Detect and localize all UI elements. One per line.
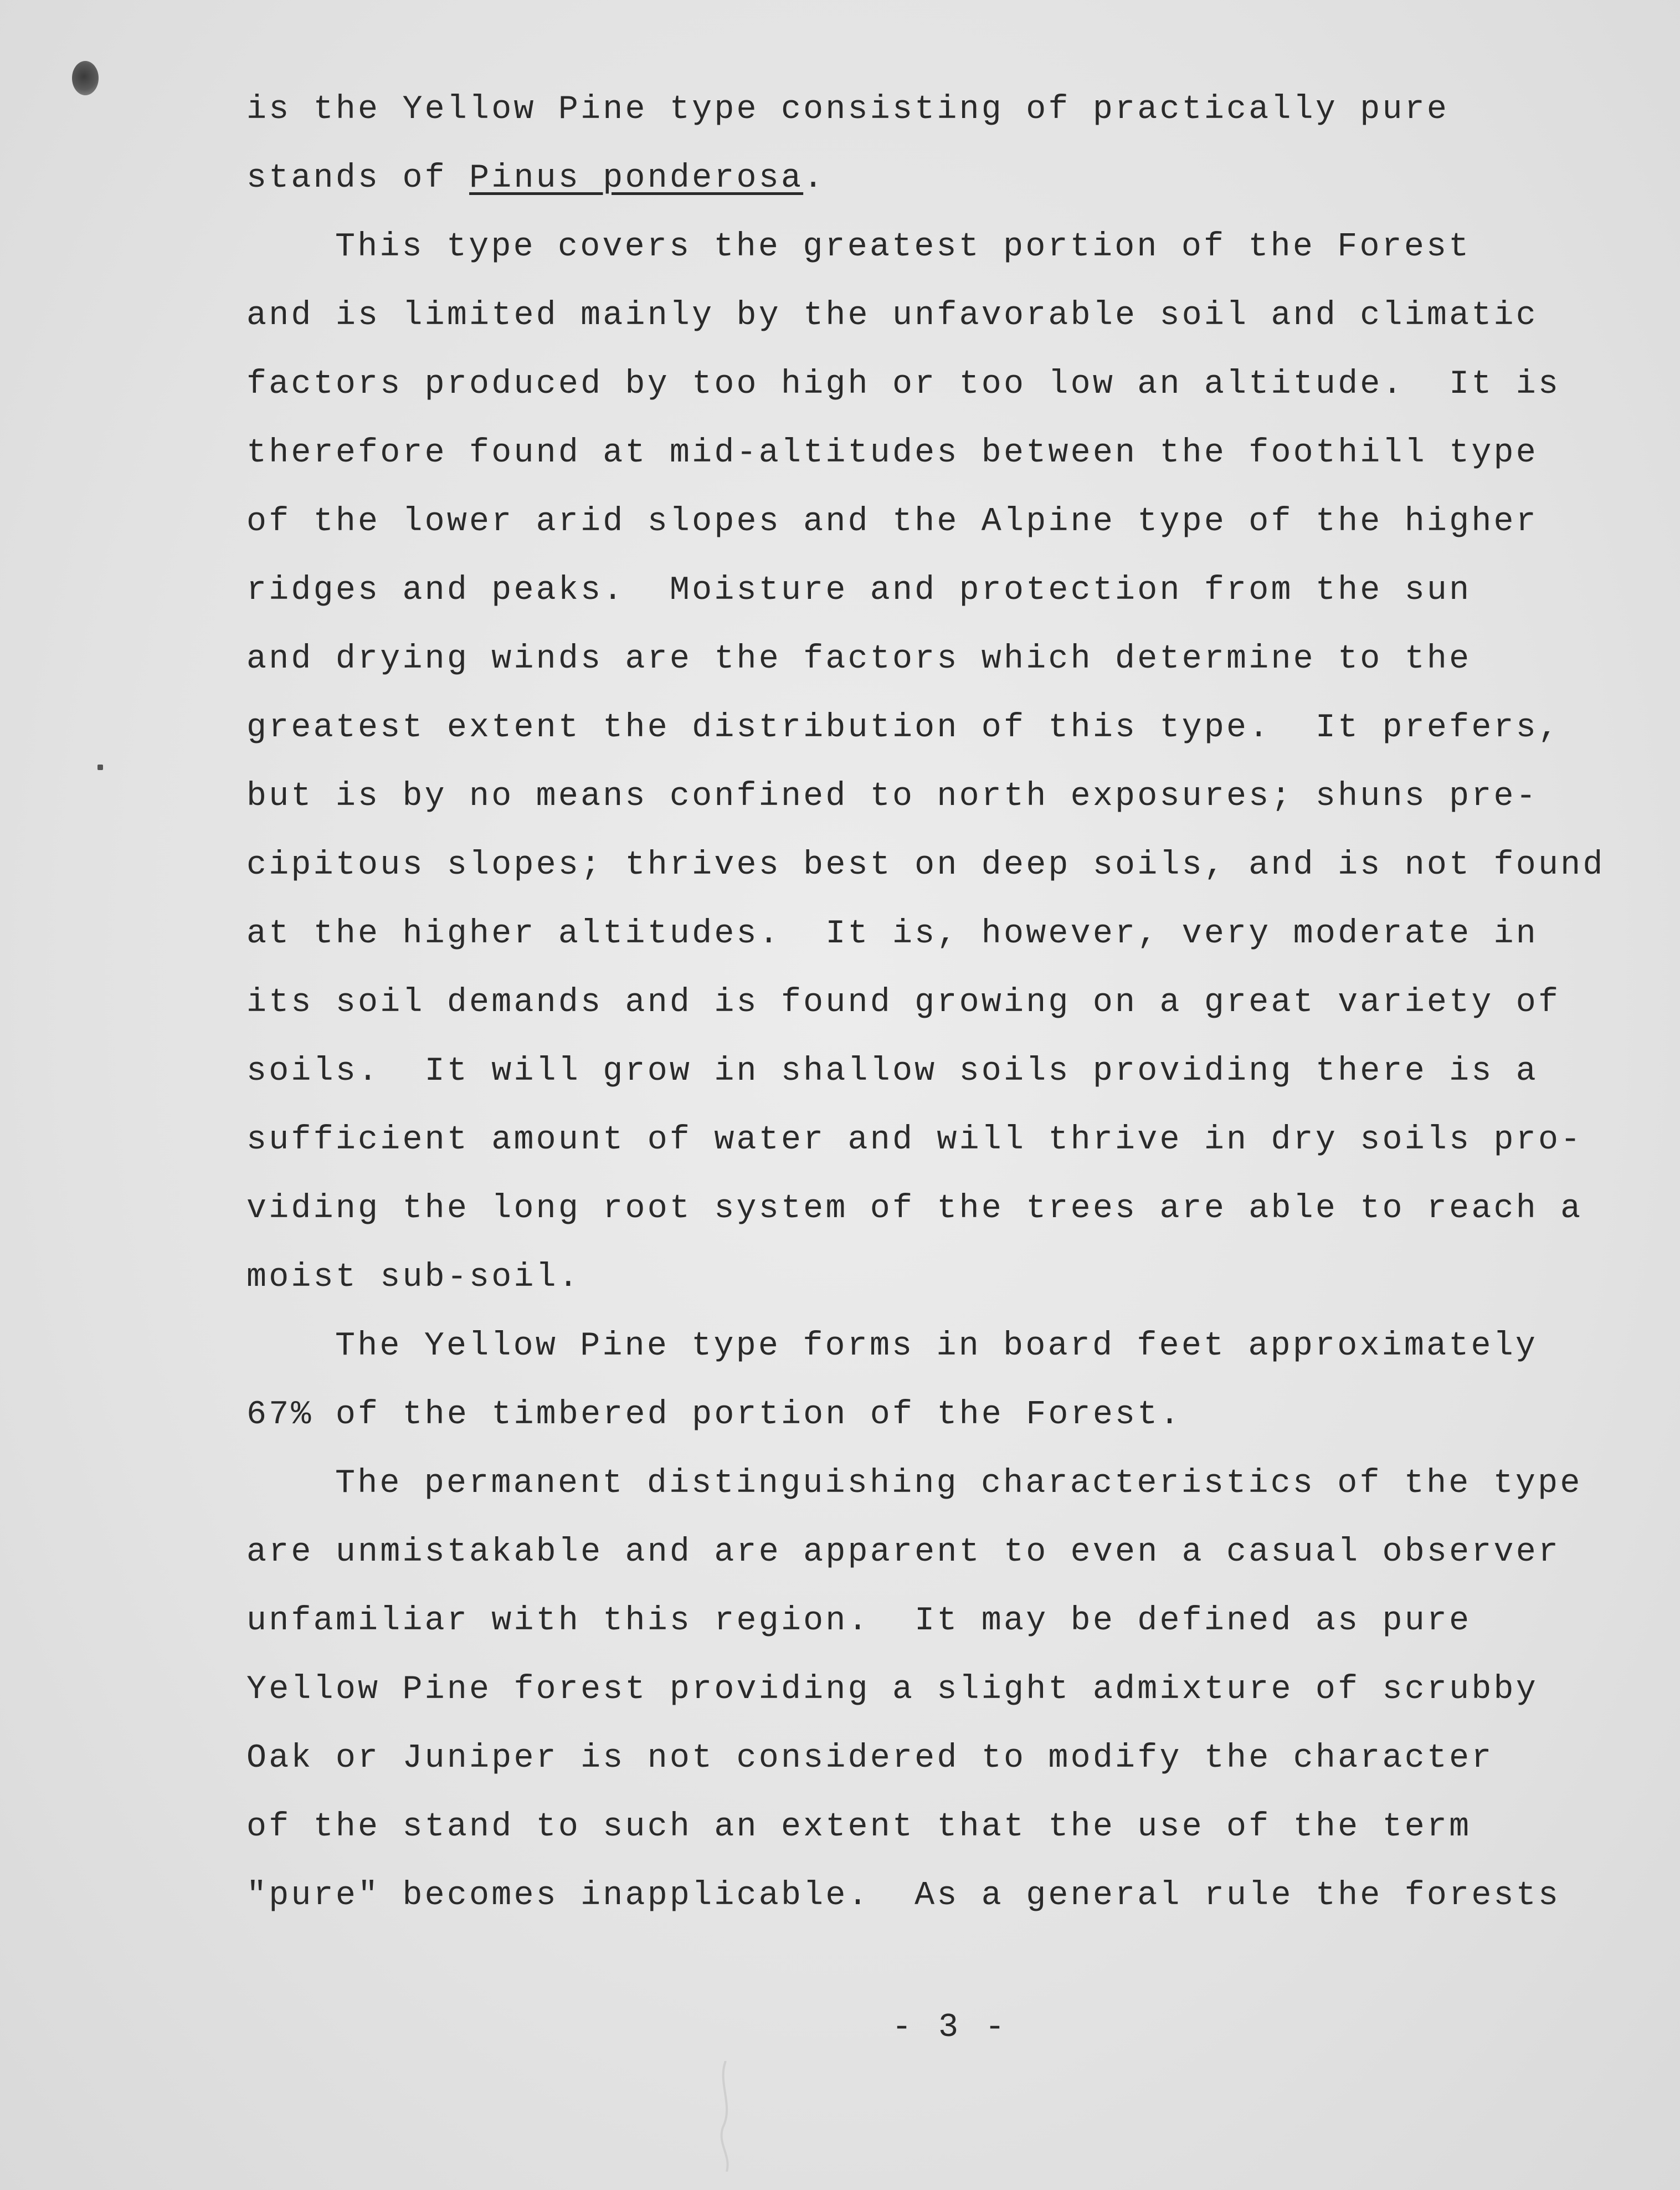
punch-hole — [72, 61, 99, 95]
text-line: but is by no means confined to north exposures; shuns pre- — [246, 778, 1538, 816]
text-line: 67% of the timbered portion of the Forest. — [246, 1396, 1182, 1434]
paragraph-start-line: This type covers the greatest portion of the Forest — [335, 228, 1471, 266]
text-line: Yellow Pine forest providing a slight admixture of scrubby — [246, 1671, 1538, 1709]
text-line: "pure" becomes inapplicable. As a general rule the forests — [246, 1877, 1561, 1915]
text-line: viding the long root system of the trees are able to reach a — [246, 1190, 1583, 1228]
paper-crease-mark — [715, 2061, 737, 2172]
text-line: soils. It will grow in shallow soils providing there is a — [246, 1053, 1538, 1090]
text-fragment: . — [803, 160, 826, 197]
text-line: moist sub-soil. — [246, 1259, 581, 1296]
paragraph-start-line: The Yellow Pine type forms in board feet approximately — [335, 1327, 1538, 1365]
text-line: cipitous slopes; thrives best on deep soils, and is not found — [246, 847, 1605, 884]
page-number: - 3 - — [892, 2009, 1009, 2047]
paragraph-start-line: The permanent distinguishing characteristics of the type — [335, 1465, 1583, 1502]
text-line: greatest extent the distribution of this type. It prefers, — [246, 709, 1561, 747]
text-line: unfamiliar with this region. It may be defined as pure — [246, 1602, 1472, 1640]
text-line: of the stand to such an extent that the use of the term — [246, 1808, 1472, 1846]
text-line: therefore found at mid-altitudes between the foothill type — [246, 434, 1538, 472]
species-name: Pinus ponderosa — [469, 160, 804, 197]
text-fragment: stands of — [246, 160, 470, 197]
text-line: is the Yellow Pine type consisting of practically pure — [246, 91, 1450, 129]
text-line: and drying winds are the factors which determine to the — [246, 640, 1472, 678]
text-line: and is limited mainly by the unfavorable soil and climatic — [246, 297, 1538, 335]
text-line: sufficient amount of water and will thrive in dry soils pro- — [246, 1121, 1583, 1159]
paper-speck — [97, 765, 103, 770]
text-line: are unmistakable and are apparent to even a casual observer — [246, 1533, 1561, 1571]
text-line: ridges and peaks. Moisture and protection from the sun — [246, 572, 1472, 609]
text-line: at the higher altitudes. It is, however, very moderate in — [246, 915, 1538, 953]
text-line: Oak or Juniper is not considered to modify the character — [246, 1740, 1494, 1777]
text-line: of the lower arid slopes and the Alpine type of the higher — [246, 503, 1538, 541]
text-line: its soil demands and is found growing on a great variety of — [246, 984, 1561, 1022]
text-line-with-species-name — [246, 151, 825, 206]
text-line: factors produced by too high or too low an altitude. It is — [246, 366, 1561, 403]
